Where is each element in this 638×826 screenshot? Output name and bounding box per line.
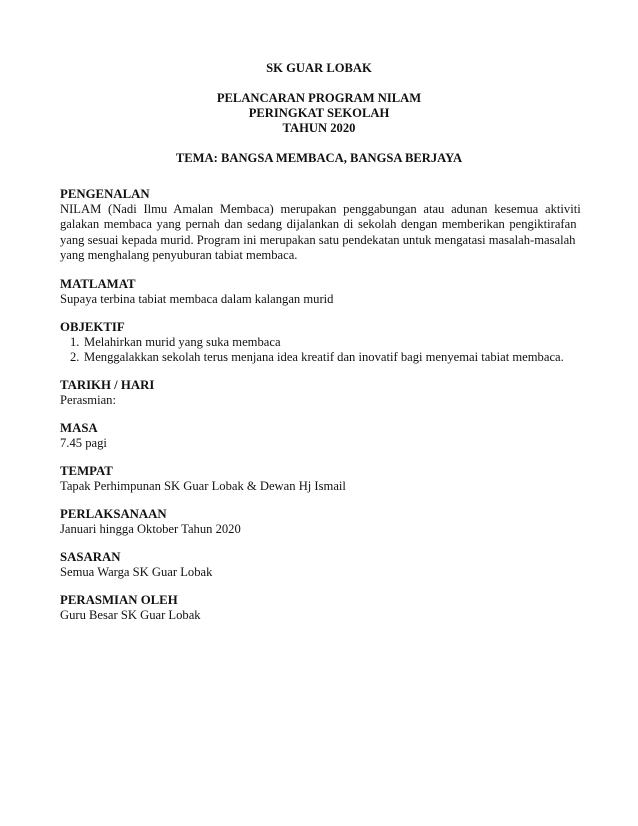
section-perlaksanaan xyxy=(60,507,580,537)
section-perasmian xyxy=(60,593,580,623)
section-tarikh xyxy=(60,378,580,408)
section-text: Semua Warga SK Guar Lobak xyxy=(60,565,213,580)
section-objektif xyxy=(60,320,580,366)
list-number: 2. xyxy=(70,350,80,365)
section-tempat xyxy=(60,464,580,494)
section-pengenalan xyxy=(60,187,580,263)
section-heading: TARIKH / HARI xyxy=(60,378,155,392)
section-text: 7.45 pagi xyxy=(60,436,107,451)
paragraph-line: galakan membaca yang pernah dan sedang dijalankan di sekolah dengan memberikan pengiktirafan xyxy=(60,217,577,232)
list-text: Menggalakkan sekolah terus menjana idea kreatif dan inovatif bagi menyemai tabiat membaca. xyxy=(84,350,564,365)
program-title: PELANCARAN PROGRAM NILAM xyxy=(216,91,422,105)
section-heading: MATLAMAT xyxy=(60,277,136,291)
list-item xyxy=(60,350,580,365)
theme-line: TEMA: BANGSA MEMBACA, BANGSA BERJAYA xyxy=(175,151,463,165)
list-number: 1. xyxy=(70,335,80,350)
section-heading: TEMPAT xyxy=(60,464,113,478)
paragraph-line: yang menghalang penyuburan tabiat membaca. xyxy=(60,247,298,262)
section-text: Supaya terbina tabiat membaca dalam kalangan murid xyxy=(60,292,334,307)
section-sasaran xyxy=(60,550,580,580)
section-heading: PENGENALAN xyxy=(60,187,150,201)
section-heading: MASA xyxy=(60,421,98,435)
program-year: TAHUN 2020 xyxy=(282,121,356,135)
section-heading: SASARAN xyxy=(60,550,121,564)
list-text: Melahirkan murid yang suka membaca xyxy=(84,335,281,350)
section-text: Januari hingga Oktober Tahun 2020 xyxy=(60,522,241,537)
section-matlamat xyxy=(60,277,580,307)
section-text: Guru Besar SK Guar Lobak xyxy=(60,608,201,623)
section-heading: OBJEKTIF xyxy=(60,320,125,334)
section-text: Perasmian: xyxy=(60,393,116,408)
paragraph-line: NILAM (Nadi Ilmu Amalan Membaca) merupakan penggabungan atau adunan kesemua aktiviti xyxy=(60,202,581,217)
school-title: SK GUAR LOBAK xyxy=(266,61,372,75)
section-heading: PERLAKSANAAN xyxy=(60,507,167,521)
section-masa xyxy=(60,421,580,451)
program-level: PERINGKAT SEKOLAH xyxy=(248,106,390,120)
list-item xyxy=(60,335,580,350)
objective-list xyxy=(60,335,580,365)
section-heading: PERASMIAN OLEH xyxy=(60,593,178,607)
paragraph-line: yang sesuai kepada murid. Program ini merupakan satu pendekatan untuk mengatasi masalah-masalah xyxy=(60,232,576,247)
section-text: Tapak Perhimpunan SK Guar Lobak & Dewan Hj Ismail xyxy=(60,479,346,494)
